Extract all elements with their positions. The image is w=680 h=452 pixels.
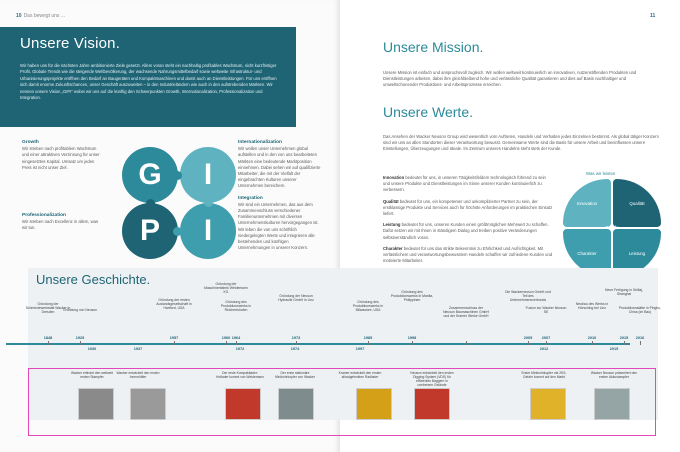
timeline-year: 1930 bbox=[87, 347, 97, 351]
timeline-tick bbox=[368, 341, 369, 345]
timeline-year: 1957 bbox=[169, 336, 179, 340]
timeline-event-top: Gründung des Produktionswerks in Manila, Philippinen bbox=[390, 290, 434, 303]
connector-dot bbox=[173, 171, 182, 180]
timeline-year: 1937 bbox=[133, 347, 143, 351]
timeline-event-top: Gründung der Schmiedewerkstatt Wacker in Dresden bbox=[25, 302, 71, 315]
timeline-tick bbox=[296, 341, 297, 345]
photo-rammer bbox=[78, 388, 114, 420]
timeline-year: 2005 bbox=[523, 336, 533, 340]
timeline-year: 1998 bbox=[407, 336, 417, 340]
timeline-year: 1964 bbox=[231, 336, 241, 340]
timeline-tick bbox=[466, 341, 467, 345]
timeline-tick bbox=[226, 341, 227, 345]
timeline-year: 1960 bbox=[221, 336, 231, 340]
connector-dot bbox=[204, 198, 213, 207]
timeline-event-bottom: Neuson entwickelt den ersten Digging System (VDS) für effizientes Baggern in unebenem Gelände bbox=[410, 371, 454, 387]
timeline-tick bbox=[174, 341, 175, 345]
timeline-tick bbox=[624, 341, 625, 345]
timeline-year: 1925 bbox=[75, 336, 85, 340]
photo-wheel-loader bbox=[356, 388, 392, 420]
quad-center-label: Kunde bbox=[605, 225, 619, 230]
timeline-tick bbox=[48, 341, 49, 345]
quad-innovation: Innovation bbox=[563, 179, 611, 227]
connector-dot bbox=[173, 227, 182, 236]
timeline-event-top: Gründung des Produktionswerks in Reichertshofen bbox=[220, 300, 252, 313]
timeline-year: 2016 bbox=[635, 336, 645, 340]
connector-dot bbox=[146, 199, 155, 208]
vision-text: Wir haben uns für die nächsten Jahre ambitionierte Ziele gesetzt. Allem voran steht ein nachhaltig profitables Wachstum, nicht kurzfristiger Profit. Globale Trends wie die steigende Weltbevölkerung, der wachsende Nahrungsmittelbedarf sowie weltweite Infrastruktur- und Urbanisierungsprojekte eröffnen den Bedarf an Baugeräten und Kompaktmaschinen und damit auch an Dienstleistungen. Für uns eröffnen sich damit enorme Zukunftschancen, unser Geschäft auszuweiten – in den Industrieländern wie auch in den aufstrebenden Märkten. Wir nennen unsere Vision „GIPI“ wobei wir uns auf die künftig den Schwerpunkten Growth, Internationalization, Professionalization und Integration. bbox=[20, 63, 277, 101]
page-number-right: 11 bbox=[650, 13, 656, 19]
timeline-year: 2010 bbox=[587, 336, 597, 340]
timeline-event-top: Gründung der ersten Auslandsgesellschaft in Hartford, USA bbox=[156, 298, 192, 311]
photo-mini-excavator bbox=[530, 388, 566, 420]
timeline-year: 2007 bbox=[541, 336, 551, 340]
timeline-event-top: Gründung der Neuson Hydraulik GmbH in Linz bbox=[278, 294, 314, 303]
gipi-letter-i-2: I bbox=[180, 203, 236, 259]
page-number-left: 10 Das bewegt uns ... bbox=[16, 13, 65, 19]
timeline-event-bottom: Wacker erfindet den weltweit ersten Stampfer bbox=[70, 371, 114, 379]
gipi-letter-g: G bbox=[122, 147, 178, 203]
history-title: Unsere Geschichte. bbox=[36, 272, 151, 287]
timeline-event-top: Neubau des Werks in Hörsching bei Linz bbox=[575, 302, 609, 311]
intl-block bbox=[238, 139, 322, 256]
professionalization-heading: Professionalization bbox=[22, 213, 66, 218]
values-title: Unsere Werte. bbox=[383, 104, 473, 120]
quad-performance: Leistung bbox=[613, 229, 661, 277]
photo-loader bbox=[225, 388, 261, 420]
timeline-event-top: Neue Fertigung in Selliaj, Shanghai bbox=[605, 288, 643, 297]
intl-text: Wir wollen unser Unternehmen global aufstellen und in den von uns bearbeiteten Märkten eine bedeutende Marktposition einnehmen. Dabei sehen wir auf qualifizierte Mitarbeiter, die mit der Vielfalt der eingebrachten Kulturen unserer Unternehmen bereichern. bbox=[238, 146, 321, 189]
timeline-event-top: Gründung der Maschinenfabrik Weidemann KG bbox=[204, 282, 248, 295]
growth-text: Wir streben nach profitablem Wachstum und einer attraktiven Verzinsung für unser eingesetztes Kapital. Umsatz um jeden Preis ist nicht unser Ziel. bbox=[22, 146, 100, 170]
timeline-event-top: Gründung des Produktionswerks in Milwaukee, USA bbox=[352, 300, 384, 313]
photo-compactor bbox=[278, 388, 314, 420]
values-list bbox=[383, 175, 553, 269]
timeline-event-top: Fusion zur Wacker Neuson SE bbox=[525, 306, 567, 315]
gipi-letter-p: P bbox=[122, 203, 178, 259]
timeline-tick bbox=[546, 341, 547, 345]
timeline-tick bbox=[640, 341, 641, 345]
professionalization-block bbox=[22, 212, 100, 237]
timeline-year: 1972 bbox=[235, 347, 245, 351]
quad-quality: Qualität bbox=[613, 179, 661, 227]
integration-text: Wir sind ein Unternehmen, das aus dem Zusammenschluss verschiedener Familienunternehmen mit diversen Unternehmenskulturen hervorgegangen ist. Wir leben die von uns schriftlich niedergelegten Werte und integrieren alle bestehenden und künftigen Unternehmungen in unserer Konzern. bbox=[238, 201, 319, 251]
timeline-year: 1848 bbox=[43, 336, 53, 340]
mission-text: Unsere Mission ist einfach und anspruchsvoll zugleich. Wir wollen weltweit kontinuierlich an innovativen, nutzenstiftenden Produkten und Dienstleistungen arbeiten, dabei ihre gleichbleibend hohe und verlässliche Qualität garantieren und dies auf Basis nachhaltiger und umweltschonender Produktions- und Arbeitsprozesse erreichen. bbox=[383, 70, 637, 88]
timeline-year: 2015 bbox=[619, 336, 629, 340]
timeline-year: 1985 bbox=[363, 336, 373, 340]
vision-title: Unsere Vision. bbox=[20, 35, 121, 52]
value-item: Charakter bedeutet für uns das strikte Bekenntnis zu Ehrlichkeit und Aufrichtigkeit. Mit verlässlichem und verantwortungsbewusstem Handeln schaffen wir zufriedene Kunden und motivierte Mitarbeiter. bbox=[383, 245, 553, 264]
timeline-tick bbox=[236, 341, 237, 345]
photo-vibrator bbox=[130, 388, 166, 420]
vision-box bbox=[0, 27, 296, 127]
timeline-year: 1997 bbox=[355, 347, 365, 351]
timeline-event-bottom: Der erste Kompaktlader: Hoflader kommt von Weidemann bbox=[216, 371, 264, 379]
timeline-event-bottom: Kramer entwickelt den ersten allradgelenkten Radlader bbox=[338, 371, 382, 379]
timeline-tick bbox=[528, 341, 529, 345]
timeline-year: 1974 bbox=[290, 347, 300, 351]
values-intro: Das Ansehen der Wacker Neuson Group wird wesentlich vom Auftreten, Handeln und Verhalten jedes Einzelnen bestimmt. Als global tätiger Konzern sind wir uns an allen Standorten dieser Verantwortung bewusst. Gemeinsame Werte sind die Basis für unsere Arbeit und beeinflussen unsere Einstellungen, Überzeugungen und Ideale. Im Zentrum unseres Handelns steht stets der Kunde. bbox=[383, 134, 659, 152]
timeline-year: 2012 bbox=[539, 347, 549, 351]
timeline-event-top: Zusammenschluss der Neuson Baumaschinen GmbH und der Kramer Werke GmbH bbox=[443, 306, 489, 319]
timeline-tick bbox=[412, 341, 413, 345]
timeline-event-bottom: Wacker entwickelt den ersten Innenrüttler bbox=[116, 371, 160, 379]
timeline-event-bottom: Erster Minibohrkopfer mit 2KS-Gefahr kommt auf den Markt bbox=[521, 371, 567, 379]
timeline-year: 2015 bbox=[609, 347, 619, 351]
timeline-year: 1973 bbox=[291, 336, 301, 340]
quad-character: Charakter bbox=[563, 229, 611, 277]
integration-heading: Integration bbox=[238, 195, 263, 201]
value-item: Leistung bedeutet für uns, unseren Kunden einen größtmöglichen Mehrwert zu schaffen. Dafür setzen wir mit Ihnen in ständigem Dialog und treiben positive Veränderungen selbstverständlich voran. bbox=[383, 222, 549, 240]
professionalization-text: Wir streben nach Excellenz in allem, was wir tun. bbox=[22, 219, 99, 231]
timeline-tick bbox=[592, 341, 593, 345]
timeline-tick bbox=[80, 341, 81, 345]
photo-excavator bbox=[414, 388, 450, 420]
quad-top-label: Was wir leisten bbox=[586, 171, 616, 176]
timeline-event-bottom: Wacker Neuson präsentiert den ersten Akkustampfer bbox=[590, 371, 638, 379]
mission-title: Unsere Mission. bbox=[383, 39, 484, 55]
gipi-graphic bbox=[120, 147, 240, 259]
timeline-event-top: Produktionsstätte in Pinghu, China (im Bau) bbox=[618, 306, 662, 315]
value-item: Innovation bedeutet für uns, in unseren Tätigkeitsfeldern technologisch führend zu sein und unsere Produkte und Dienstleistungen im Sinne unserer Kunden kontinuierlich zu verbessern. bbox=[383, 175, 546, 193]
values-quadrant bbox=[563, 179, 661, 277]
growth-heading: Growth bbox=[22, 140, 39, 145]
page-header: Das bewegt uns ... bbox=[23, 13, 65, 19]
timeline-event-top: Die Wackerneuson GmbH und Teil des Unternehmensverbunds bbox=[505, 290, 551, 303]
timeline-event-bottom: Der erste stationäre Minibohrkopfer von Wacker bbox=[274, 371, 315, 379]
gipi-letter-i-1: I bbox=[180, 147, 236, 203]
growth-block bbox=[22, 139, 100, 176]
value-item: Qualität bedeutet für uns, ein kompetenter und unkomplizierter Partner zu sein, der erstklassige Produkte und Services auch für höchste Anforderungen im praktischen Einsatz liefert. bbox=[383, 198, 553, 217]
timeline-event-top: Gründung von Neuson bbox=[62, 308, 98, 312]
photo-battery-rammer bbox=[594, 388, 630, 420]
intl-heading: Internationalization bbox=[238, 140, 282, 145]
timeline-axis bbox=[6, 343, 630, 345]
